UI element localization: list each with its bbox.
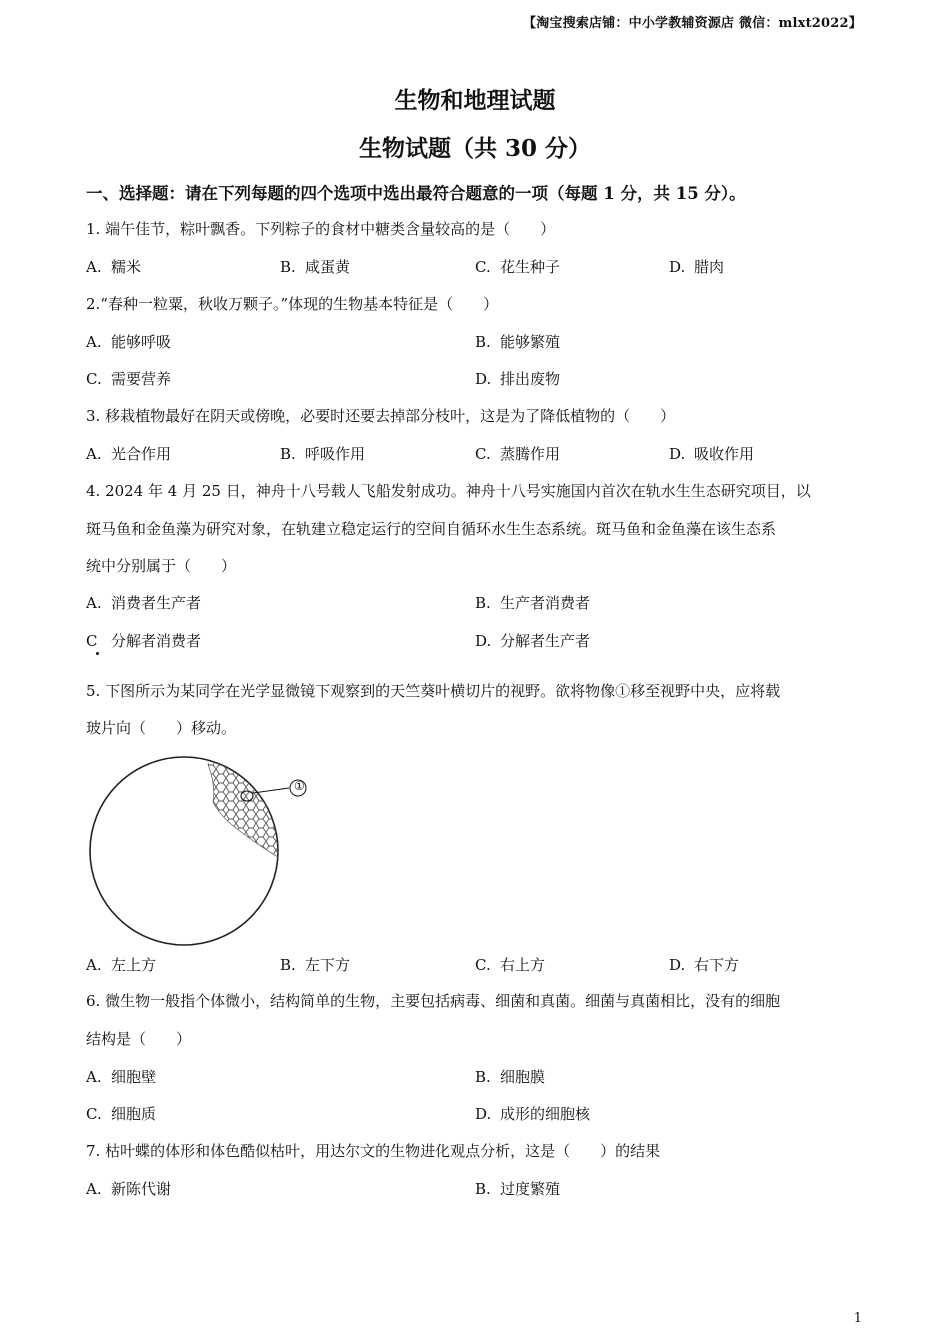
question-2-option-b	[475, 331, 560, 352]
option-letter: A.	[86, 956, 102, 974]
option-text: 糯米	[111, 258, 142, 276]
option-letter: B.	[280, 956, 296, 974]
question-3-option-d	[669, 443, 754, 464]
question-6-option-c	[86, 1103, 156, 1124]
option-text: 过度繁殖	[500, 1180, 561, 1198]
question-1-option-d	[669, 256, 724, 277]
option-letter: D.	[475, 632, 492, 650]
question-6-stem-line-2: 结构是（ ）	[86, 1030, 192, 1048]
question-4-option-d	[475, 630, 590, 651]
question-6-option-b	[475, 1066, 545, 1087]
question-2-option-d	[475, 368, 560, 389]
question-3-option-c	[475, 443, 560, 464]
option-letter: B.	[475, 594, 491, 612]
option-text: 呼吸作用	[305, 445, 366, 463]
option-text: 分解者消费者	[111, 632, 202, 650]
option-text: 右上方	[500, 956, 546, 974]
option-text: 腊肉	[694, 258, 725, 276]
microscope-field-figure	[86, 756, 326, 946]
option-text: 新陈代谢	[111, 1180, 172, 1198]
stray-dot	[96, 652, 99, 655]
option-text: 细胞膜	[500, 1068, 546, 1086]
option-text: 花生种子	[500, 258, 561, 276]
exam-subtitle: 生物试题（共 30 分）	[358, 135, 592, 162]
option-letter: A.	[86, 333, 102, 351]
question-3-option-a	[86, 443, 171, 464]
option-text: 细胞壁	[111, 1068, 157, 1086]
option-text: 需要营养	[111, 370, 172, 388]
question-5-stem-line-1: 5. 下图所示为某同学在光学显微镜下观察到的天竺葵叶横切片的视野。欲将物像①移至视野中央，应将载	[86, 682, 781, 700]
question-4-option-c	[86, 630, 201, 651]
option-text: 能够呼吸	[111, 333, 172, 351]
question-6-option-d	[475, 1103, 590, 1124]
question-7-stem: 7. 枯叶蝶的体形和体色酷似枯叶，用达尔文的生物进化观点分析，这是（ ）的结果	[86, 1142, 661, 1160]
option-letter: B.	[475, 1180, 491, 1198]
option-text: 咸蛋黄	[305, 258, 351, 276]
question-4-stem-line-2: 斑马鱼和金鱼藻为研究对象，在轨建立稳定运行的空间自循环水生生态系统。斑马鱼和金鱼藻在该生态系	[86, 520, 777, 538]
option-letter: A.	[86, 445, 102, 463]
option-letter: D.	[669, 956, 686, 974]
figure-label-1: ①	[294, 779, 305, 793]
option-letter: D.	[475, 370, 492, 388]
option-letter: D.	[669, 258, 686, 276]
question-4-stem-line-3: 统中分别属于（ ）	[86, 557, 237, 575]
option-text: 细胞质	[111, 1105, 157, 1123]
option-letter: A.	[86, 1068, 102, 1086]
option-letter: C.	[86, 370, 102, 388]
option-text: 排出废物	[500, 370, 561, 388]
question-7-option-b	[475, 1178, 560, 1199]
option-text: 光合作用	[111, 445, 172, 463]
option-letter: C.	[475, 956, 491, 974]
page-number: 1	[853, 1311, 862, 1326]
section-heading: 一、选择题：请在下列每题的四个选项中选出最符合题意的一项（每题 1 分，共 15 分）。	[86, 184, 746, 203]
question-2-option-c	[86, 368, 171, 389]
question-1-option-a	[86, 256, 141, 277]
option-text: 成形的细胞核	[500, 1105, 591, 1123]
question-3-option-b	[280, 443, 365, 464]
option-text: 消费者生产者	[111, 594, 202, 612]
question-5-option-c	[475, 954, 545, 975]
option-letter: C.	[475, 258, 491, 276]
option-text: 能够繁殖	[500, 333, 561, 351]
option-letter: B.	[475, 1068, 491, 1086]
question-1-option-c	[475, 256, 560, 277]
option-letter: A.	[86, 594, 102, 612]
question-5-stem-line-2: 玻片向（ ）移动。	[86, 719, 237, 737]
question-4-option-b	[475, 592, 590, 613]
option-letter: A.	[86, 258, 102, 276]
question-4-stem-line-1: 4. 2024 年 4 月 25 日，神舟十八号载人飞船发射成功。神舟十八号实施国内首次在轨水生生态研究项目，以	[86, 482, 811, 500]
option-letter: D.	[475, 1105, 492, 1123]
option-text: 左上方	[111, 956, 157, 974]
exam-title: 生物和地理试题	[394, 87, 556, 114]
question-7-option-a	[86, 1178, 171, 1199]
question-5-option-a	[86, 954, 156, 975]
option-letter: D.	[669, 445, 686, 463]
option-letter: B.	[280, 258, 296, 276]
option-text: 生产者消费者	[500, 594, 591, 612]
option-letter: A.	[86, 1180, 102, 1198]
question-5-option-d	[669, 954, 739, 975]
question-6-option-a	[86, 1066, 156, 1087]
option-text: 右下方	[694, 956, 740, 974]
option-text: 蒸腾作用	[500, 445, 561, 463]
option-letter: B.	[280, 445, 296, 463]
question-3-stem: 3. 移栽植物最好在阴天或傍晚，必要时还要去掉部分枝叶，这是为了降低植物的（ ）	[86, 407, 676, 425]
header-note: 【淘宝搜索店铺：中小学教辅资源店 微信：mlxt2022】	[523, 16, 862, 31]
question-4-option-a	[86, 592, 201, 613]
option-letter: B.	[475, 333, 491, 351]
question-6-stem-line-1: 6. 微生物一般指个体微小，结构简单的生物，主要包括病毒、细菌和真菌。细菌与真菌相比，没有的细胞	[86, 992, 781, 1010]
option-text: 吸收作用	[694, 445, 755, 463]
option-letter: C.	[86, 1105, 102, 1123]
option-text: 左下方	[305, 956, 351, 974]
option-text: 分解者生产者	[500, 632, 591, 650]
question-2-option-a	[86, 331, 171, 352]
option-letter: C.	[475, 445, 491, 463]
question-5-option-b	[280, 954, 350, 975]
question-1-option-b	[280, 256, 350, 277]
option-letter: C	[86, 632, 98, 650]
label-leader-line	[253, 788, 289, 793]
question-2-stem: 2.“春种一粒粟，秋收万颗子。”体现的生物基本特征是（ ）	[86, 295, 499, 313]
question-1-stem: 1. 端午佳节，粽叶飘香。下列粽子的食材中糖类含量较高的是（ ）	[86, 220, 556, 238]
